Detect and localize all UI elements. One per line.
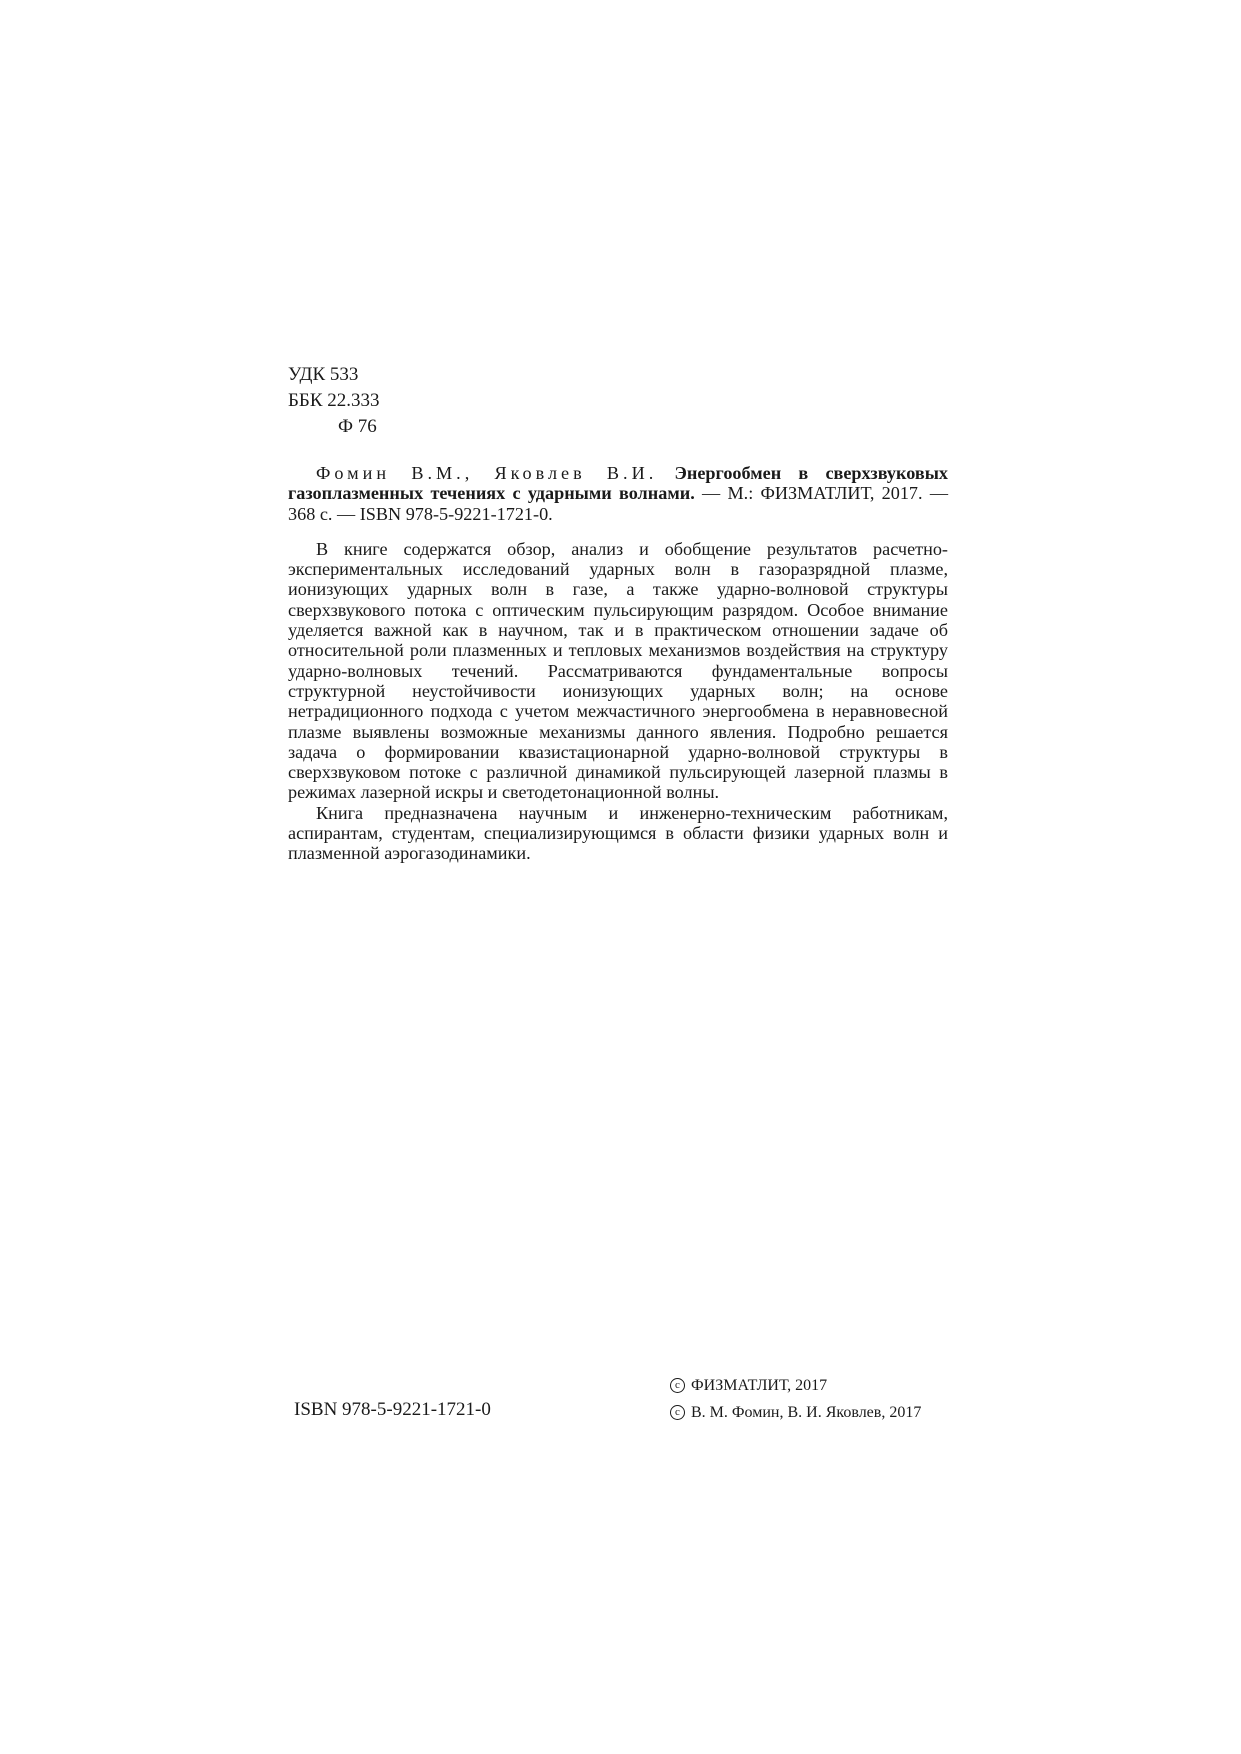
authors: Фомин В.М., Яковлев В.И. — [316, 463, 658, 483]
bibliographic-record — [288, 463, 948, 524]
udk-code: УДК 533 — [288, 364, 359, 385]
book-title: Энергообмен в сверхзвуковых газоплазменных течениях с ударными волнами. — [288, 463, 948, 504]
copyright-icon: c — [670, 1405, 685, 1420]
copyright-block — [670, 1372, 921, 1426]
imprint-details: — М.: ФИЗМАТЛИТ, 2017. — 368 с. — ISBN 978-5-9221-1721-0. — [288, 483, 949, 524]
copyright-icon: c — [670, 1378, 685, 1393]
author-mark: Ф 76 — [338, 416, 377, 437]
copyright-publisher — [670, 1372, 921, 1399]
copyright-authors — [670, 1399, 921, 1426]
abstract-paragraph-2: Книга предназначена научным и инженерно-техническим работникам, аспирантам, студентам, специализирующимся в области физики ударных волн и плазменной аэрогазодинамики. — [288, 802, 948, 864]
copyright-text: В. М. Фомин, В. И. Яковлев, 2017 — [691, 1404, 922, 1421]
copyright-text: ФИЗМАТЛИТ, 2017 — [691, 1377, 828, 1394]
isbn: ISBN 978-5-9221-1721-0 — [294, 1399, 491, 1420]
classification-block — [288, 362, 380, 440]
abstract-paragraph-1: В книге содержатся обзор, анализ и обобщение результатов расчетно-экспериментальных исследований ударных волн в газоразрядной плазме, ионизующих ударных волн в газе, а также ударно-волновой структуры сверхзвукового потока с оптическим пульсирующим разрядом. Особое внимание уделяется важной как в научном, так и в практическом отношении задаче об относительной роли плазменных и тепловых механизмов воздействия на структуру ударно-волновых течений. Рассматриваются фундаментальные вопросы структурной неустойчивости ионизующих ударных волн; на основе нетрадиционного подхода с учетом межчастичного энергообмена в неравновесной плазме выявлены возможные механизмы данного явления. Подробно решается задача о формировании квазистационарной ударно-волновой структуры в сверхзвуковом потоке с различной динамикой пульсирующей лазерной плазмы в режимах лазерной искры и светодетонационной волны. — [288, 538, 948, 803]
bbk-code: ББК 22.333 — [288, 390, 380, 411]
annotation-block — [288, 463, 948, 864]
